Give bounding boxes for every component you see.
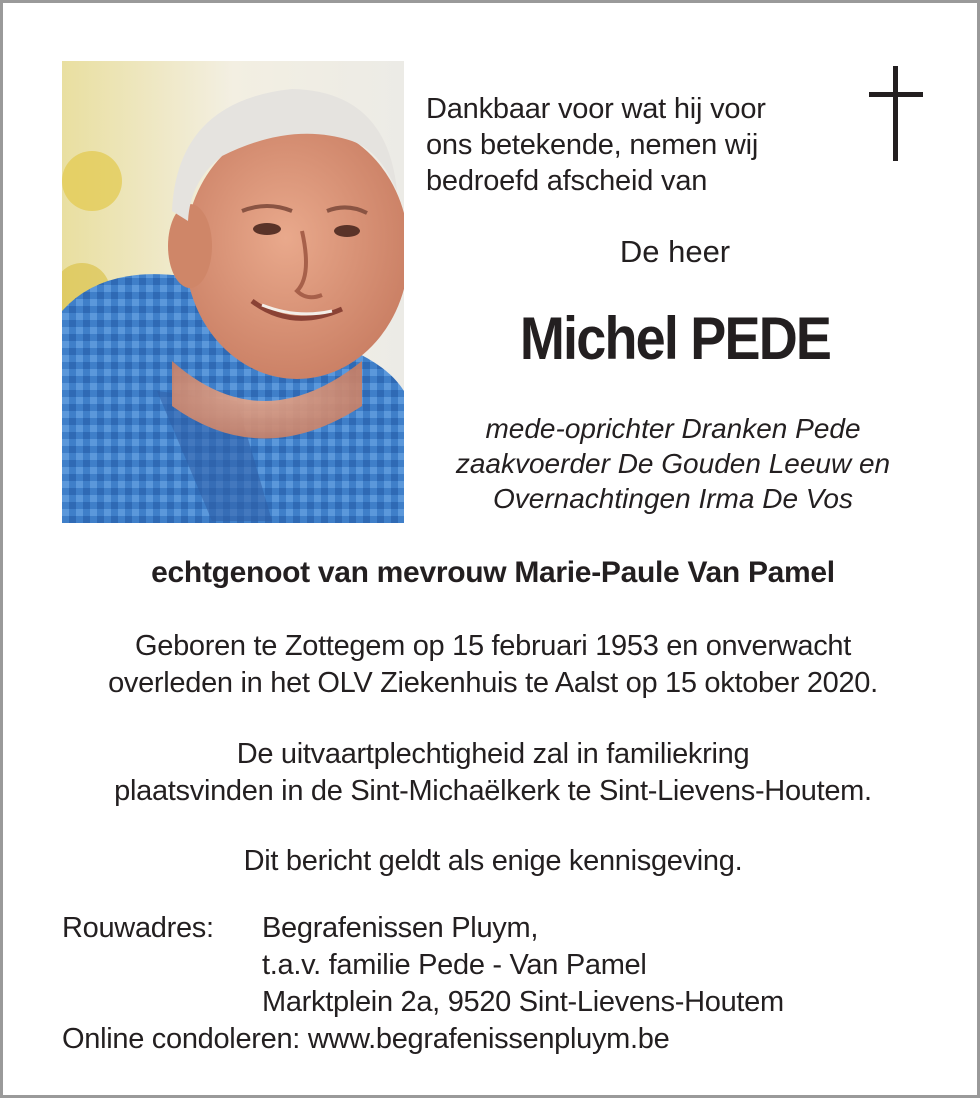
latin-cross-icon <box>865 63 927 163</box>
paragraph-line: plaatsvinden in de Sint-Michaëlkerk te Sint-Lievens-Houtem. <box>114 775 872 807</box>
address-label: Rouwadres: <box>62 912 214 944</box>
address-line: t.a.v. familie Pede - Van Pamel <box>262 949 647 981</box>
intro-line: Dankbaar voor wat hij voor <box>426 93 766 125</box>
online-condolence-link[interactable]: www.begrafenissenpluym.be <box>307 1023 670 1055</box>
salutation: De heer <box>619 234 731 269</box>
intro-line: bedroefd afscheid van <box>426 165 708 197</box>
paragraph-line: De uitvaartplechtigheid zal in familiekring <box>236 738 750 770</box>
role-line: zaakvoerder De Gouden Leeuw en <box>455 448 891 479</box>
notice-paragraph <box>3 843 980 880</box>
paragraph-line: overleden in het OLV Ziekenhuis te Aalst op 15 oktober 2020. <box>108 667 878 699</box>
portrait-photo <box>62 61 404 523</box>
role-line: mede-oprichter Dranken Pede <box>485 413 861 444</box>
role-line: Overnachtingen Irma De Vos <box>492 483 854 514</box>
address-line: Begrafenissen Pluym, <box>262 912 539 944</box>
funeral-paragraph <box>3 736 980 810</box>
paragraph-line: Geboren te Zottegem op 15 februari 1953 en onverwacht <box>134 630 851 662</box>
online-condolence-label: Online condoleren: <box>62 1023 301 1055</box>
notice-line: Dit bericht geldt als enige kennisgeving. <box>243 845 743 877</box>
intro-text <box>426 91 826 199</box>
intro-line: ons betekende, nemen wij <box>426 129 759 161</box>
condolence-address <box>62 910 942 1058</box>
spouse-line: echtgenoot van mevrouw Marie-Paule Van Pamel <box>151 556 835 589</box>
birth-death-paragraph <box>3 628 980 702</box>
deceased-name: Michel PEDE <box>519 305 831 372</box>
address-line: Marktplein 2a, 9520 Sint-Lievens-Houtem <box>262 986 784 1018</box>
roles <box>423 411 923 516</box>
